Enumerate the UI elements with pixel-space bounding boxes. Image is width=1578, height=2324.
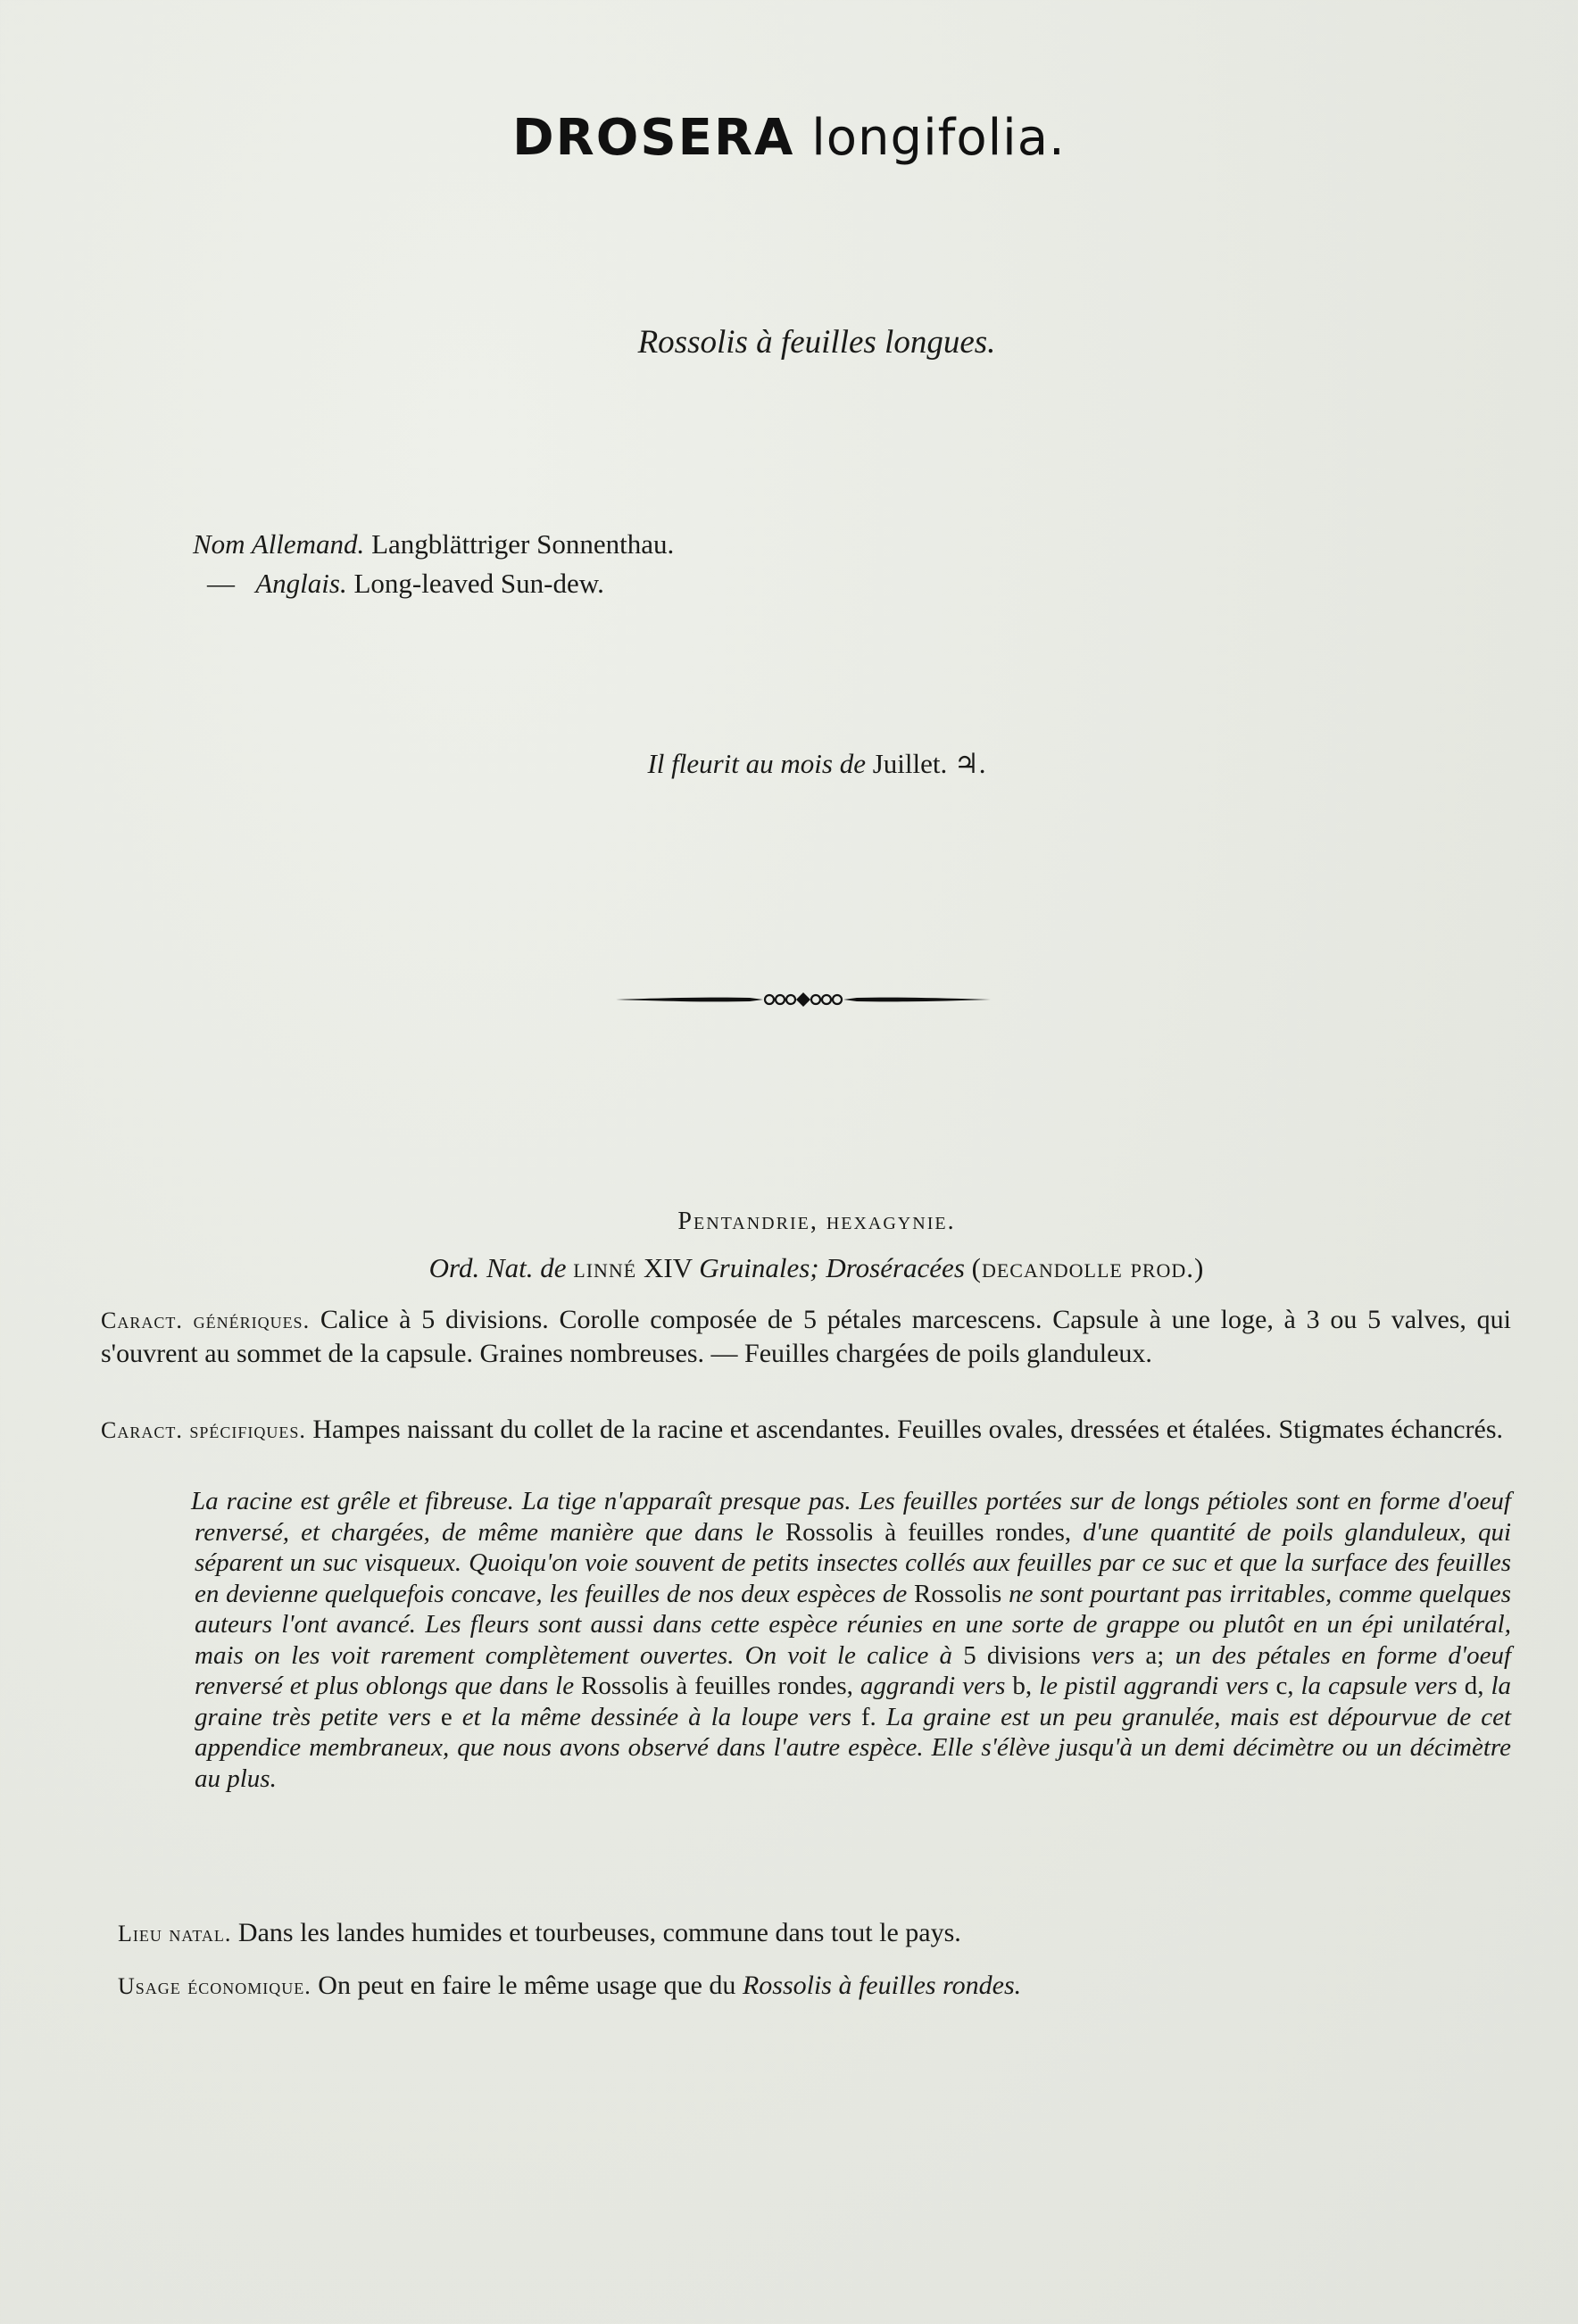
page-title <box>0 109 1578 167</box>
description-part: le pistil aggrandi vers <box>1039 1672 1269 1700</box>
german-name-row <box>193 525 674 564</box>
description-part: La graine est un peu granulée, mais est dépourvue de cet appendice membraneux, que nous avons observé dans l'autre espèce. Elle s'élève jusqu'à un demi décimètre ou un décimètre au plus. <box>195 1702 1512 1793</box>
description-part: la capsule vers <box>1300 1672 1458 1700</box>
description-paragraph <box>191 1486 1512 1794</box>
description-part: Rossolis à feuilles rondes, <box>581 1672 853 1700</box>
english-dash: — <box>207 568 235 599</box>
description-part: ne sont pourtant pas irritables, comme quelques auteurs l'ont avancé. Les fleurs sont aussi dans cette espèce réunies en une sorte de grappe ou plutôt en un épi unilatéral, mais on les voit rarement complètement ouvertes. On voit le calice à <box>195 1579 1512 1670</box>
specific-label: Caract. spécifiques. <box>101 1417 306 1443</box>
title-genus: DROSERA <box>512 109 795 167</box>
figure-ref-e: e <box>440 1702 453 1731</box>
usage-text: On peut en faire le même usage que du <box>318 1971 736 2000</box>
specific-text: Hampes naissant du collet de la racine et ascendantes. Feuilles ovales, dressées et étalées. Stigmates échancrés. <box>312 1415 1504 1444</box>
figure-ref-d: d, <box>1464 1672 1484 1700</box>
family-names: Gruinales; Droséracées <box>699 1252 965 1283</box>
page-subtitle: Rossolis à feuilles longues. <box>637 324 996 361</box>
habitat-text: Dans les landes humides et tourbeuses, commune dans tout le pays. <box>237 1918 961 1947</box>
figure-ref-f: f. <box>860 1702 876 1731</box>
description-part: un des pétales en forme d'oeuf renversé et plus oblongs que dans le <box>195 1640 1512 1700</box>
usage-label: Usage économique. <box>118 1973 311 1999</box>
figure-ref-b: b, <box>1012 1672 1033 1700</box>
linne-class: XIV <box>643 1252 693 1283</box>
linne-name: linné <box>573 1252 637 1283</box>
description-part: vers <box>1091 1640 1135 1670</box>
figure-ref-a: a; <box>1145 1640 1165 1670</box>
economic-usage <box>118 1969 1510 2003</box>
description-part: Rossolis <box>914 1579 1002 1608</box>
description-part: aggrandi vers <box>860 1672 1006 1700</box>
generic-characters <box>101 1303 1511 1370</box>
description-part: 5 divisions <box>963 1640 1081 1670</box>
german-label: Nom Allemand. <box>193 528 365 560</box>
ord-de: de <box>540 1252 567 1283</box>
linnaean-system: Pentandrie, hexagynie. <box>677 1208 956 1235</box>
perennial-symbol: ♃. <box>954 748 986 779</box>
title-species: longifolia. <box>811 109 1066 167</box>
ornamental-rule-icon <box>616 986 991 1013</box>
habitat <box>118 1916 1510 1950</box>
ord-label: Ord. Nat. <box>428 1252 534 1283</box>
english-label: Anglais. <box>255 568 347 599</box>
german-value: Langblättriger Sonnenthau. <box>371 528 675 560</box>
decandolle-ref: (decandolle prod.) <box>971 1252 1205 1283</box>
description-part: Rossolis à feuilles rondes, <box>785 1517 1072 1547</box>
habitat-label: Lieu natal. <box>118 1921 232 1946</box>
description-part: d'une quantité de poils glanduleux, qui séparent un suc visqueux. Quoiqu'on voie souvent de petits insectes collés aux feuilles par ce suc et que la surface des feuilles en devienne quelquefois concave, les feuilles de nos deux espèces de <box>195 1517 1512 1608</box>
natural-order <box>0 1252 1578 1284</box>
generic-label: Caract. génériques. <box>101 1307 311 1333</box>
english-name-row <box>193 564 674 603</box>
common-names <box>193 525 674 603</box>
specific-characters <box>101 1413 1511 1447</box>
generic-text: Calice à 5 divisions. Corolle composée de 5 pétales marcescens. Capsule à une loge, à 3 ou 5 valves, qui s'ouvrent au sommet de la capsule. Graines nombreuses. — Feuilles chargées de poils glanduleux. <box>101 1305 1511 1368</box>
flowering-month: Juillet. <box>872 748 948 779</box>
figure-ref-c: c, <box>1275 1672 1294 1700</box>
flowering-line <box>0 748 1578 780</box>
description-part: et la même dessinée à la loupe vers <box>461 1702 851 1731</box>
description-part: La racine est grêle et fibreuse. La tige n'apparaît presque pas. Les feuilles portées sur de longs pétioles sont en forme d'oeuf renversé, et chargées, de même manière que dans le <box>191 1487 1511 1547</box>
flowering-text: Il fleurit au mois de <box>647 748 866 779</box>
usage-reference: Rossolis à feuilles rondes. <box>742 1971 1022 2000</box>
description-part: la graine très petite vers <box>195 1672 1512 1731</box>
english-value: Long-leaved Sun-dew. <box>353 568 604 599</box>
